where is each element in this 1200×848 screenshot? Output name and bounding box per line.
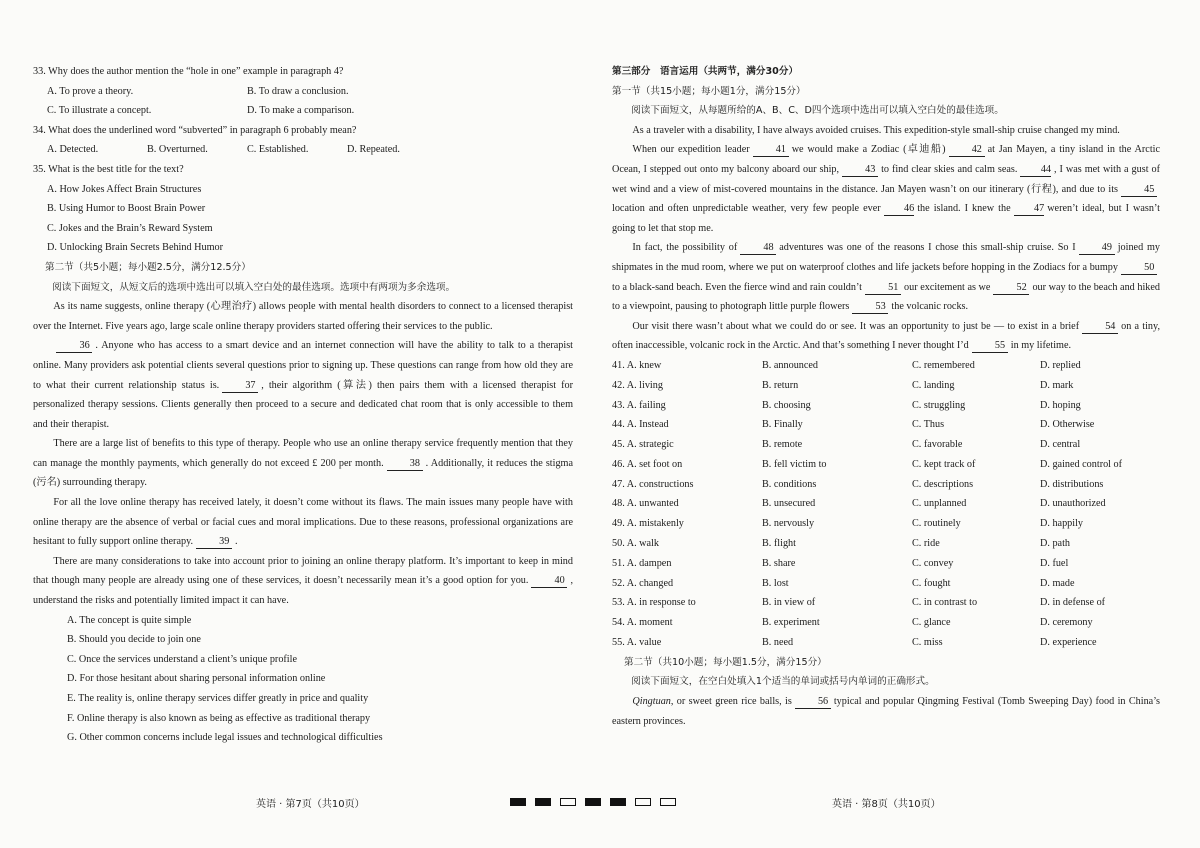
answer-53-c[interactable]: C. in contrast to <box>912 597 978 609</box>
answer-53-d[interactable]: D. in defense of <box>1040 597 1106 609</box>
blank-44[interactable]: 44 <box>1020 164 1051 177</box>
answer-52-d[interactable]: D. made <box>1040 577 1075 589</box>
q33-options <box>33 82 573 102</box>
section2-instructions-right: 阅读下面短文，在空白处填入1个适当的单词或括号内单词的正确形式。 <box>631 676 935 688</box>
answer-row-51 <box>612 554 1160 574</box>
gap-option-a[interactable]: A. The concept is quite simple <box>67 614 192 626</box>
grammar-paragraph-1 <box>612 692 1160 731</box>
answer-46-d[interactable]: D. gained control of <box>1040 458 1123 470</box>
cloze-p4-text-2: on a tiny, often inaccessible, volcanic rock in the Arctic. And that’s something I never thought I’d <box>612 320 1160 352</box>
q35-option-d[interactable]: D. Unlocking Brain Secrets Behind Humor <box>47 242 223 254</box>
q33-options-2 <box>33 101 573 121</box>
answer-41-d[interactable]: D. replied <box>1040 359 1081 371</box>
cloze-p2-text-5: , I was met with a gust of wet wind and a view of mist-covered mountains in the distance. Jan Mayen wasn’t on our itinerary (行程), and due to its <box>612 163 1160 195</box>
answer-42-c[interactable]: C. landing <box>912 379 955 391</box>
section1-header: 第一节（共15小题；每小题1分，满分15分） <box>612 85 806 97</box>
answer-55-c[interactable]: C. miss <box>912 637 943 649</box>
q34-stem: 34. What does the underlined word “subverted” in paragraph 6 probably mean? <box>33 124 357 136</box>
answer-row-54 <box>612 613 1160 633</box>
print-registration-marks <box>510 798 676 806</box>
blank-46[interactable]: 46 <box>884 203 915 216</box>
passage-paragraph-1: As its name suggests, online therapy (心理治疗) allows people with mental health disorders to connect to a licensed therapist over the Internet. Five years ago, large scale online therapy providers started offering their services to the public. <box>33 301 573 332</box>
cloze-p2-text-1: When our expedition leader <box>632 144 750 156</box>
answer-48-d[interactable]: D. unauthorized <box>1040 498 1106 510</box>
cloze-p2-text-4: to find clear skies and calm seas. <box>881 163 1018 175</box>
answer-47-a[interactable]: 47. A. constructions <box>612 478 694 490</box>
q33-option-c[interactable]: C. To illustrate a concept. <box>47 105 152 117</box>
paragraph-2-text-2: , their algorithm (算法) then pairs them with a licensed therapist for personalized therapy sessions. Clients generally then proceed to a secure and dedicated chat room that is only accessible to them and their therapist. <box>33 379 574 430</box>
answer-45-d[interactable]: D. central <box>1040 439 1081 451</box>
answer-43-a[interactable]: 43. A. failing <box>612 399 666 411</box>
answer-54-c[interactable]: C. glance <box>912 617 951 629</box>
blank-49[interactable]: 49 <box>1079 242 1115 255</box>
answer-47-d[interactable]: D. distributions <box>1040 478 1104 490</box>
gap-option-c[interactable]: C. Once the services understand a client’s unique profile <box>67 653 297 665</box>
answer-48-c[interactable]: C. unplanned <box>912 498 967 510</box>
grammar-p1-text-2: typical and popular Qingming Festival (Tomb Sweeping Day) food in China’s eastern provinces. <box>612 696 1160 727</box>
answer-row-52 <box>612 574 1160 594</box>
cloze-p2-text-8: weren’t ideal, but I wasn’t going to let that stop me. <box>612 203 1160 234</box>
answer-55-a[interactable]: 55. A. value <box>612 637 662 649</box>
paragraph-3-text-1: There are a large list of benefits to this type of therapy. People who use an online therapy service frequently mention that they can manage the monthly payments, which generally do not exceed £ 200 per month. <box>33 438 573 469</box>
blank-51[interactable]: 51 <box>865 282 901 295</box>
answer-49-b[interactable]: B. nervously <box>762 518 815 530</box>
answer-52-c[interactable]: C. fought <box>912 577 951 589</box>
blank-55[interactable]: 55 <box>972 340 1008 353</box>
answer-43-b[interactable]: B. choosing <box>762 399 811 411</box>
answer-41-c[interactable]: C. remembered <box>912 359 975 371</box>
gap-fill-options <box>33 611 573 748</box>
right-page <box>612 62 1160 731</box>
answer-47-b[interactable]: B. conditions <box>762 478 817 490</box>
answer-44-c[interactable]: C. Thus <box>912 419 945 431</box>
passage-paragraph-5 <box>33 552 573 611</box>
answer-row-53 <box>612 593 1160 613</box>
answer-row-47 <box>612 475 1160 495</box>
blank-40[interactable]: 40 <box>531 575 567 588</box>
paragraph-2-text-1: . Anyone who has access to a smart device and an internet connection will have the ability to talk to a therapist online. Many providers ask potential clients several questions prior to signing up. These questions can range from how old they are to what their current relationship status is. <box>33 340 573 391</box>
registration-mark <box>585 798 601 806</box>
passage-paragraph-4 <box>33 493 573 552</box>
cloze-p3-text-4: to a black-sand beach. Even the fierce wind and rain couldn’t <box>612 281 863 293</box>
answer-49-d[interactable]: D. happily <box>1040 518 1084 530</box>
paragraph-4-text-1: For all the love online therapy has received lately, it doesn’t come without its flaws. The main issues many people have with online therapy are the absence of verbal or facial cues and moral implications. Due to these reasons, professional organizations are hesitant to fully support online therapy. <box>33 497 573 548</box>
answer-50-b[interactable]: B. flight <box>762 538 796 550</box>
q34-option-d[interactable]: D. Repeated. <box>347 144 400 156</box>
paragraph-5-text-2: , understand the risks and potentially limited impact it can have. <box>33 575 573 607</box>
q35-option-b[interactable]: B. Using Humor to Boost Brain Power <box>47 203 206 215</box>
cloze-p2-text-6: location and often unpredictable weather, very few people ever <box>612 203 881 215</box>
answer-52-b[interactable]: B. lost <box>762 577 789 589</box>
cloze-p3-text-3: joined my shipmates in the mud room, where we put on waterproof clothes and life jackets before hopping in the Zodiacs for a bumpy <box>612 242 1160 273</box>
cloze-paragraph-1: As a traveler with a disability, I have always avoided cruises. This expedition-style small-ship cruise changed my mind. <box>632 124 1120 136</box>
blank-48[interactable]: 48 <box>740 242 776 255</box>
answer-53-a[interactable]: 53. A. in response to <box>612 597 696 609</box>
blank-37[interactable]: 37 <box>222 380 258 393</box>
gap-option-f[interactable]: F. Online therapy is also known as being as effective as traditional therapy <box>67 712 371 724</box>
answer-45-b[interactable]: B. remote <box>762 439 803 451</box>
answer-row-48 <box>612 494 1160 514</box>
answer-55-d[interactable]: D. experience <box>1040 637 1097 649</box>
answer-50-a[interactable]: 50. A. walk <box>612 538 659 550</box>
cloze-p4-text-3: in my lifetime. <box>1010 340 1072 352</box>
answer-48-a[interactable]: 48. A. unwanted <box>612 498 679 510</box>
answer-52-a[interactable]: 52. A. changed <box>612 577 674 589</box>
q34-option-c[interactable]: C. Established. <box>247 144 309 156</box>
answer-53-b[interactable]: B. in view of <box>762 597 816 609</box>
answer-44-a[interactable]: 44. A. Instead <box>612 419 669 431</box>
paragraph-3-text-2: . Additionally, it reduces the stigma (污名) surrounding therapy. <box>33 457 573 489</box>
cloze-p2-text-2: we would make a Zodiac (卓迪船) <box>791 144 946 156</box>
section2-header: 第二节（共5小题；每小题2.5分，满分12.5分） <box>45 261 251 273</box>
blank-38[interactable]: 38 <box>387 458 423 471</box>
answer-51-d[interactable]: D. fuel <box>1040 557 1069 569</box>
answer-46-a[interactable]: 46. A. set foot on <box>612 458 683 470</box>
passage-paragraph-2 <box>33 336 573 434</box>
answer-45-c[interactable]: C. favorable <box>912 439 963 451</box>
q35-stem: 35. What is the best title for the text? <box>33 163 184 175</box>
answer-46-b[interactable]: B. fell victim to <box>762 458 827 470</box>
blank-43[interactable]: 43 <box>842 164 878 177</box>
answer-55-b[interactable]: B. need <box>762 637 794 649</box>
q34-options <box>33 140 573 160</box>
answer-54-a[interactable]: 54. A. moment <box>612 617 673 629</box>
cloze-paragraph-3 <box>612 238 1160 316</box>
answer-51-b[interactable]: B. share <box>762 557 796 569</box>
answer-row-43 <box>612 396 1160 416</box>
blank-42[interactable]: 42 <box>949 144 985 157</box>
cloze-paragraph-4 <box>612 317 1160 356</box>
answer-43-d[interactable]: D. hoping <box>1040 399 1081 411</box>
blank-39[interactable]: 39 <box>196 536 232 549</box>
registration-mark <box>535 798 551 806</box>
cloze-p3-text-5: our excitement as we <box>904 281 991 293</box>
qingtuan-term: Qingtuan <box>632 696 671 708</box>
section2-header-right: 第二节（共10小题；每小题1.5分，满分15分） <box>624 656 827 668</box>
blank-56[interactable]: 56 <box>795 696 831 709</box>
section2-instructions: 阅读下面短文，从短文后的选项中选出可以填入空白处的最佳选项。选项中有两项为多余选项。 <box>52 281 456 293</box>
answer-42-b[interactable]: B. return <box>762 379 799 391</box>
cloze-answer-options <box>612 356 1160 653</box>
answer-row-50 <box>612 534 1160 554</box>
left-page <box>33 62 573 748</box>
q33-option-b[interactable]: B. To draw a conclusion. <box>247 85 349 97</box>
answer-45-a[interactable]: 45. A. strategic <box>612 439 674 451</box>
answer-43-c[interactable]: C. struggling <box>912 399 966 411</box>
blank-52[interactable]: 52 <box>993 282 1029 295</box>
answer-row-44 <box>612 415 1160 435</box>
blank-54[interactable]: 54 <box>1082 321 1118 334</box>
blank-53[interactable]: 53 <box>852 301 888 314</box>
answer-50-d[interactable]: D. path <box>1040 538 1070 550</box>
answer-47-c[interactable]: C. descriptions <box>912 478 974 490</box>
cloze-paragraph-2 <box>612 140 1160 238</box>
passage-paragraph-3 <box>33 434 573 493</box>
answer-54-b[interactable]: B. experiment <box>762 617 820 629</box>
answer-48-b[interactable]: B. unsecured <box>762 498 816 510</box>
cloze-p3-text-2: adventures was one of the reasons I chose this small-ship cruise. So I <box>779 242 1076 254</box>
cloze-p3-text-6: our way to the beach and hiked to a viewpoint, pausing to photograph little purple flowers <box>612 281 1160 313</box>
answer-44-b[interactable]: B. Finally <box>762 419 803 431</box>
footer-page-8: 英语 · 第8页（共10页） <box>832 799 941 810</box>
answer-row-55 <box>612 633 1160 653</box>
cloze-p4-text-1: Our visit there wasn’t about what we could do or see. It was an opportunity to just be — to exist in a brief <box>632 320 1080 332</box>
answer-44-d[interactable]: D. Otherwise <box>1040 419 1095 431</box>
answer-54-d[interactable]: D. ceremony <box>1040 617 1093 629</box>
paragraph-5-text-1: There are many considerations to take into account prior to joining an online therapy platform. It’s important to keep in mind that though many people are already using one of these services, it doesn’t necessarily mean it’s a good option for you. <box>33 555 573 587</box>
blank-45[interactable]: 45 <box>1121 184 1157 197</box>
q33-stem: 33. Why does the author mention the “hole in one” example in paragraph 4? <box>33 66 344 77</box>
section1-instructions: 阅读下面短文，从每题所给的A、B、C、D四个选项中选出可以填入空白处的最佳选项。 <box>631 105 1004 117</box>
q33-option-d[interactable]: D. To make a comparison. <box>247 105 355 117</box>
blank-41[interactable]: 41 <box>753 144 789 157</box>
cloze-p3-text-7: the volcanic rocks. <box>891 301 969 313</box>
registration-mark <box>660 798 676 806</box>
answer-51-a[interactable]: 51. A. dampen <box>612 557 672 569</box>
answer-51-c[interactable]: C. convey <box>912 557 954 569</box>
answer-50-c[interactable]: C. ride <box>912 538 940 550</box>
q34-option-b[interactable]: B. Overturned. <box>147 144 208 156</box>
q35-option-c[interactable]: C. Jokes and the Brain’s Reward System <box>47 222 213 234</box>
answer-42-a[interactable]: 42. A. living <box>612 379 663 391</box>
footer-page-7: 英语 · 第7页（共10页） <box>256 799 365 810</box>
blank-50[interactable]: 50 <box>1121 262 1157 275</box>
q35-options <box>33 180 573 258</box>
answer-49-c[interactable]: C. routinely <box>912 518 961 530</box>
answer-49-a[interactable]: 49. A. mistakenly <box>612 518 684 530</box>
registration-mark <box>610 798 626 806</box>
q34-option-a[interactable]: A. Detected. <box>47 144 99 156</box>
answer-42-d[interactable]: D. mark <box>1040 379 1074 391</box>
blank-36[interactable]: 36 <box>56 340 92 353</box>
registration-mark <box>635 798 651 806</box>
answer-row-45 <box>612 435 1160 455</box>
blank-47[interactable]: 47 <box>1014 203 1045 216</box>
answer-41-b[interactable]: B. announced <box>762 359 819 371</box>
gap-option-e[interactable]: E. The reality is, online therapy services differ greatly in price and quality <box>67 693 369 704</box>
answer-row-46 <box>612 455 1160 475</box>
answer-41-a[interactable]: 41. A. knew <box>612 359 662 371</box>
gap-option-g[interactable]: G. Other common concerns include legal issues and technological difficulties <box>67 732 383 744</box>
cloze-p3-text-1: In fact, the possibility of <box>632 242 738 254</box>
cloze-p2-text-3: at Jan Mayen, a tiny island in the Arctic Ocean, I stepped out onto my balcony aboard our ship, <box>612 144 1161 175</box>
answer-row-42 <box>612 376 1160 396</box>
paragraph-4-text-2: . <box>235 536 238 548</box>
grammar-p1-text-1: , or sweet green rice balls, is <box>670 696 792 708</box>
registration-mark <box>560 798 576 806</box>
cloze-p2-text-7: the island. I knew the <box>917 203 1011 215</box>
answer-46-c[interactable]: C. kept track of <box>912 458 976 470</box>
gap-option-b[interactable]: B. Should you decide to join one <box>67 634 201 646</box>
part3-title: 第三部分 语言运用（共两节，满分30分） <box>612 66 799 77</box>
q33-option-a[interactable]: A. To prove a theory. <box>47 85 134 97</box>
registration-mark <box>510 798 526 806</box>
q35-option-a[interactable]: A. How Jokes Affect Brain Structures <box>47 183 202 195</box>
answer-row-49 <box>612 514 1160 534</box>
gap-option-d[interactable]: D. For those hesitant about sharing personal information online <box>67 673 326 685</box>
answer-row-41 <box>612 356 1160 376</box>
